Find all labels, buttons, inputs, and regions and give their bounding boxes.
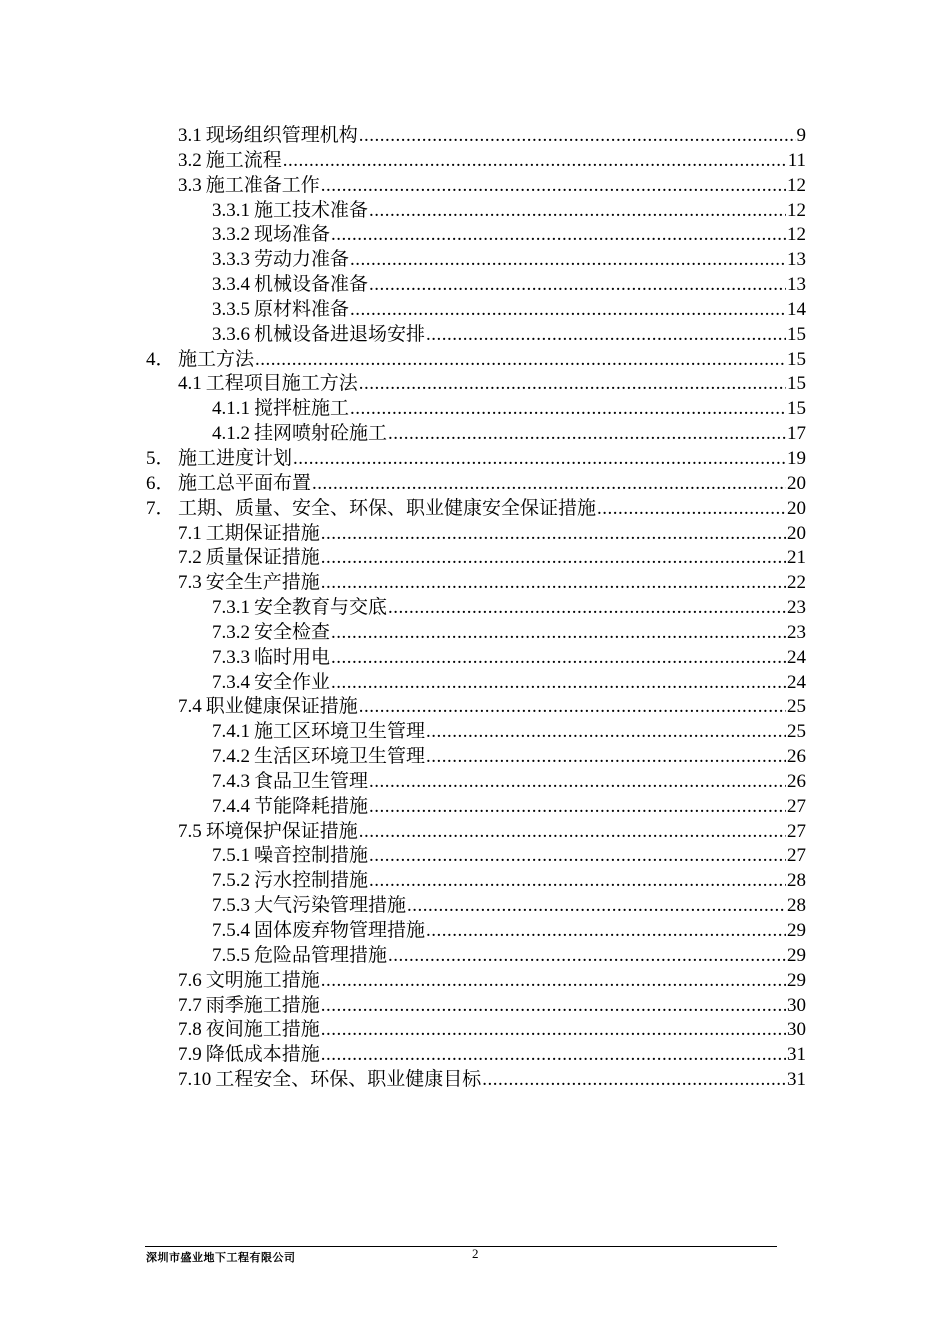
toc-dot-leader xyxy=(293,447,786,472)
toc-entry-page: 14 xyxy=(787,298,806,320)
toc-entry-number: 3.1 xyxy=(178,125,202,146)
toc-entry-title: 降低成本措施 xyxy=(205,1044,320,1066)
toc-entry-title: 固体废弃物管理措施 xyxy=(254,920,426,941)
toc-entry-title: 雨季施工措施 xyxy=(205,994,320,1016)
toc-entry[interactable] xyxy=(146,273,806,298)
toc-entry[interactable] xyxy=(146,124,806,149)
toc-entry-number: 7.4.3 xyxy=(212,770,250,792)
toc-entry[interactable] xyxy=(146,919,806,944)
toc-entry-title: 施工总平面布置 xyxy=(178,472,312,494)
toc-entry-page: 22 xyxy=(787,572,806,594)
toc-entry[interactable] xyxy=(146,646,806,671)
toc-entry-page: 25 xyxy=(787,721,806,743)
toc-entry-number: 7.4.2 xyxy=(212,746,250,768)
toc-entry[interactable] xyxy=(146,348,806,373)
toc-entry-page: 30 xyxy=(787,1019,806,1041)
toc-entry-title: 施工区环境卫生管理 xyxy=(254,721,426,743)
toc-dot-leader xyxy=(359,372,786,397)
toc-entry-page: 26 xyxy=(787,746,806,768)
toc-entry-title: 施工技术准备 xyxy=(254,199,369,221)
toc-entry-title: 施工进度计划 xyxy=(178,447,293,469)
toc-entry[interactable] xyxy=(146,472,806,497)
toc-entry-title: 机械设备进退场安排 xyxy=(254,323,426,345)
toc-entry-title: 生活区环境卫生管理 xyxy=(254,746,426,768)
toc-entry-page: 21 xyxy=(787,547,806,569)
toc-entry-page: 26 xyxy=(787,770,806,792)
toc-entry-number: 7． xyxy=(146,497,175,519)
toc-entry-page: 19 xyxy=(787,447,806,469)
toc-dot-leader xyxy=(426,720,786,745)
toc-entry[interactable] xyxy=(146,944,806,969)
toc-dot-leader xyxy=(321,969,786,994)
toc-entry-number: 7.5.5 xyxy=(212,944,250,966)
toc-entry-page: 15 xyxy=(787,373,806,395)
toc-dot-leader xyxy=(426,919,786,944)
toc-dot-leader xyxy=(597,497,786,522)
toc-entry[interactable] xyxy=(146,969,806,994)
toc-dot-leader xyxy=(482,1068,786,1093)
toc-entry-number: 7.3.3 xyxy=(212,646,250,668)
toc-entry-page: 13 xyxy=(787,249,806,271)
toc-entry-page: 15 xyxy=(787,323,806,345)
toc-entry[interactable] xyxy=(146,447,806,472)
toc-entry-page: 9 xyxy=(796,125,806,146)
toc-entry-number: 7.2 xyxy=(178,547,202,569)
toc-dot-leader xyxy=(359,695,786,720)
toc-entry-number: 3.2 xyxy=(178,149,202,171)
toc-dot-leader xyxy=(331,621,786,646)
toc-entry-title: 安全生产措施 xyxy=(205,572,320,594)
toc-entry-title: 食品卫生管理 xyxy=(254,770,369,792)
toc-entry-title: 现场准备 xyxy=(254,224,331,246)
toc-entry-page: 31 xyxy=(787,1069,806,1091)
toc-entry-page: 27 xyxy=(787,845,806,867)
toc-entry-title: 挂网喷射砼施工 xyxy=(254,423,388,445)
toc-entry-page: 31 xyxy=(787,1044,806,1066)
toc-dot-leader xyxy=(321,174,786,199)
toc-entry[interactable] xyxy=(146,546,806,571)
toc-entry[interactable] xyxy=(146,894,806,919)
toc-entry-page: 29 xyxy=(787,920,806,941)
toc-entry[interactable] xyxy=(146,199,806,224)
toc-entry-title: 劳动力准备 xyxy=(254,249,350,271)
toc-dot-leader xyxy=(369,844,786,869)
toc-entry-title: 工期、质量、安全、环保、职业健康安全保证措施 xyxy=(178,497,597,519)
toc-entry-number: 3.3.1 xyxy=(212,199,250,221)
toc-entry-page: 27 xyxy=(787,795,806,817)
toc-entry-page: 12 xyxy=(787,224,806,246)
toc-entry[interactable] xyxy=(146,372,806,397)
toc-dot-leader xyxy=(350,397,786,422)
toc-entry[interactable] xyxy=(146,149,806,174)
toc-entry-title: 安全检查 xyxy=(254,621,331,643)
toc-entry-number: 6． xyxy=(146,472,175,494)
toc-entry-title: 噪音控制措施 xyxy=(254,845,369,867)
toc-entry-number: 3.3.3 xyxy=(212,249,250,271)
toc-entry-number: 7.7 xyxy=(178,994,202,1016)
toc-entry-title: 文明施工措施 xyxy=(205,969,320,991)
toc-entry-page: 17 xyxy=(787,423,806,445)
toc-entry[interactable] xyxy=(146,720,806,745)
toc-entry-title: 环境保护保证措施 xyxy=(205,820,358,842)
toc-dot-leader xyxy=(283,149,787,174)
toc-entry-number: 7.10 xyxy=(178,1069,212,1091)
toc-entry-number: 5． xyxy=(146,447,175,469)
toc-entry-page: 15 xyxy=(787,348,806,370)
toc-entry-title: 施工流程 xyxy=(205,149,282,171)
toc-entry-title: 工程项目施工方法 xyxy=(205,373,358,395)
toc-entry[interactable] xyxy=(146,571,806,596)
toc-dot-leader xyxy=(369,199,786,224)
toc-entry-page: 23 xyxy=(787,597,806,619)
toc-entry-number: 7.9 xyxy=(178,1044,202,1066)
toc-entry-page: 20 xyxy=(787,522,806,544)
toc-entry-number: 4． xyxy=(146,348,175,370)
toc-entry-number: 7.3 xyxy=(178,572,202,594)
footer-page-number: 2 xyxy=(472,1246,479,1261)
toc-entry-page: 12 xyxy=(787,174,806,196)
toc-dot-leader xyxy=(369,869,786,894)
toc-entry-page: 28 xyxy=(787,870,806,892)
toc-entry-page: 23 xyxy=(787,621,806,643)
toc-entry-page: 29 xyxy=(787,969,806,991)
toc-dot-leader xyxy=(255,348,786,373)
toc-entry-number: 7.3.2 xyxy=(212,621,250,643)
toc-entry-page: 12 xyxy=(787,199,806,221)
toc-entry-number: 7.5.2 xyxy=(212,870,250,892)
toc-entry[interactable] xyxy=(146,820,806,845)
toc-entry-page: 27 xyxy=(787,820,806,842)
toc-entry-number: 7.6 xyxy=(178,969,202,991)
toc-entry-page: 24 xyxy=(787,646,806,668)
toc-entry-number: 7.4.1 xyxy=(212,721,250,743)
toc-dot-leader xyxy=(407,894,786,919)
toc-entry-title: 职业健康保证措施 xyxy=(205,696,358,718)
toc-dot-leader xyxy=(369,273,786,298)
toc-entry-page: 13 xyxy=(787,274,806,296)
toc-entry-title: 污水控制措施 xyxy=(254,870,369,892)
toc-entry-number: 7.8 xyxy=(178,1019,202,1041)
toc-entry-number: 3.3.4 xyxy=(212,274,250,296)
toc-entry-title: 机械设备准备 xyxy=(254,274,369,296)
toc-entry-title: 夜间施工措施 xyxy=(205,1019,320,1041)
toc-entry-number: 4.1 xyxy=(178,373,202,395)
toc-entry-title: 工期保证措施 xyxy=(205,522,320,544)
toc-dot-leader xyxy=(388,422,786,447)
toc-dot-leader xyxy=(359,820,786,845)
toc-entry-number: 3.3.6 xyxy=(212,323,250,345)
toc-entry[interactable] xyxy=(146,671,806,696)
toc-entry-number: 7.4.4 xyxy=(212,795,250,817)
toc-entry[interactable] xyxy=(146,522,806,547)
toc-entry-number: 3.3.5 xyxy=(212,298,250,320)
toc-entry[interactable] xyxy=(146,1043,806,1068)
toc-entry-title: 现场组织管理机构 xyxy=(205,125,358,146)
footer-company-name: 深圳市盛业地下工程有限公司 xyxy=(146,1251,296,1264)
toc-entry-number: 7.3.1 xyxy=(212,597,250,619)
toc-entry-page: 29 xyxy=(787,944,806,966)
toc-dot-leader xyxy=(350,248,786,273)
toc-dot-leader xyxy=(369,770,786,795)
toc-dot-leader xyxy=(350,298,786,323)
toc-entry-number: 7.5.3 xyxy=(212,895,250,917)
toc-entry-number: 7.5.4 xyxy=(212,920,250,941)
toc-entry[interactable] xyxy=(146,994,806,1019)
toc-entry[interactable] xyxy=(146,248,806,273)
toc-dot-leader xyxy=(321,1018,786,1043)
toc-dot-leader xyxy=(369,795,786,820)
toc-entry-title: 工程安全、环保、职业健康目标 xyxy=(215,1069,482,1091)
toc-dot-leader xyxy=(359,124,796,149)
toc-entry[interactable] xyxy=(146,621,806,646)
table-of-contents xyxy=(146,124,806,1093)
toc-entry-title: 大气污染管理措施 xyxy=(254,895,407,917)
toc-entry-page: 25 xyxy=(787,696,806,718)
toc-entry-title: 安全教育与交底 xyxy=(254,597,388,619)
toc-dot-leader xyxy=(321,571,786,596)
toc-entry-number: 7.3.4 xyxy=(212,671,250,693)
toc-entry-title: 临时用电 xyxy=(254,646,331,668)
toc-entry[interactable] xyxy=(146,1018,806,1043)
toc-entry-title: 施工准备工作 xyxy=(205,174,320,196)
toc-entry-title: 搅拌桩施工 xyxy=(254,398,350,420)
toc-entry[interactable] xyxy=(146,174,806,199)
toc-dot-leader xyxy=(321,1043,786,1068)
toc-entry[interactable] xyxy=(146,422,806,447)
toc-dot-leader xyxy=(312,472,786,497)
toc-dot-leader xyxy=(321,522,786,547)
toc-dot-leader xyxy=(388,944,786,969)
toc-entry[interactable] xyxy=(146,397,806,422)
toc-dot-leader xyxy=(331,671,786,696)
toc-entry-title: 质量保证措施 xyxy=(205,547,320,569)
toc-entry-number: 7.4 xyxy=(178,696,202,718)
toc-entry-page: 11 xyxy=(787,149,806,171)
toc-dot-leader xyxy=(321,546,786,571)
toc-entry-number: 7.5.1 xyxy=(212,845,250,867)
toc-dot-leader xyxy=(331,223,786,248)
toc-entry-page: 15 xyxy=(787,398,806,420)
toc-entry[interactable] xyxy=(146,323,806,348)
toc-entry-title: 安全作业 xyxy=(254,671,331,693)
toc-entry[interactable] xyxy=(146,298,806,323)
toc-entry-title: 危险品管理措施 xyxy=(254,944,388,966)
toc-entry-number: 4.1.1 xyxy=(212,398,250,420)
toc-entry-title: 原材料准备 xyxy=(254,298,350,320)
toc-entry[interactable] xyxy=(146,596,806,621)
toc-dot-leader xyxy=(331,646,786,671)
toc-entry-page: 24 xyxy=(787,671,806,693)
toc-entry[interactable] xyxy=(146,869,806,894)
toc-dot-leader xyxy=(388,596,786,621)
toc-entry-title: 施工方法 xyxy=(178,348,255,370)
toc-dot-leader xyxy=(321,994,786,1019)
toc-entry[interactable] xyxy=(146,695,806,720)
toc-entry-page: 20 xyxy=(787,472,806,494)
toc-entry-number: 3.3.2 xyxy=(212,224,250,246)
toc-entry-page: 20 xyxy=(787,497,806,519)
toc-entry[interactable] xyxy=(146,497,806,522)
toc-entry-number: 4.1.2 xyxy=(212,423,250,445)
toc-entry-page: 28 xyxy=(787,895,806,917)
toc-entry-number: 3.3 xyxy=(178,174,202,196)
toc-entry[interactable] xyxy=(146,745,806,770)
toc-entry[interactable] xyxy=(146,1068,806,1093)
toc-dot-leader xyxy=(426,323,786,348)
toc-entry[interactable] xyxy=(146,795,806,820)
toc-entry[interactable] xyxy=(146,770,806,795)
toc-dot-leader xyxy=(426,745,786,770)
toc-entry-number: 7.1 xyxy=(178,522,202,544)
toc-entry[interactable] xyxy=(146,844,806,869)
toc-entry-number: 7.5 xyxy=(178,820,202,842)
footer-divider xyxy=(145,1246,777,1247)
toc-entry-page: 30 xyxy=(787,994,806,1016)
toc-entry-title: 节能降耗措施 xyxy=(254,795,369,817)
toc-entry[interactable] xyxy=(146,223,806,248)
